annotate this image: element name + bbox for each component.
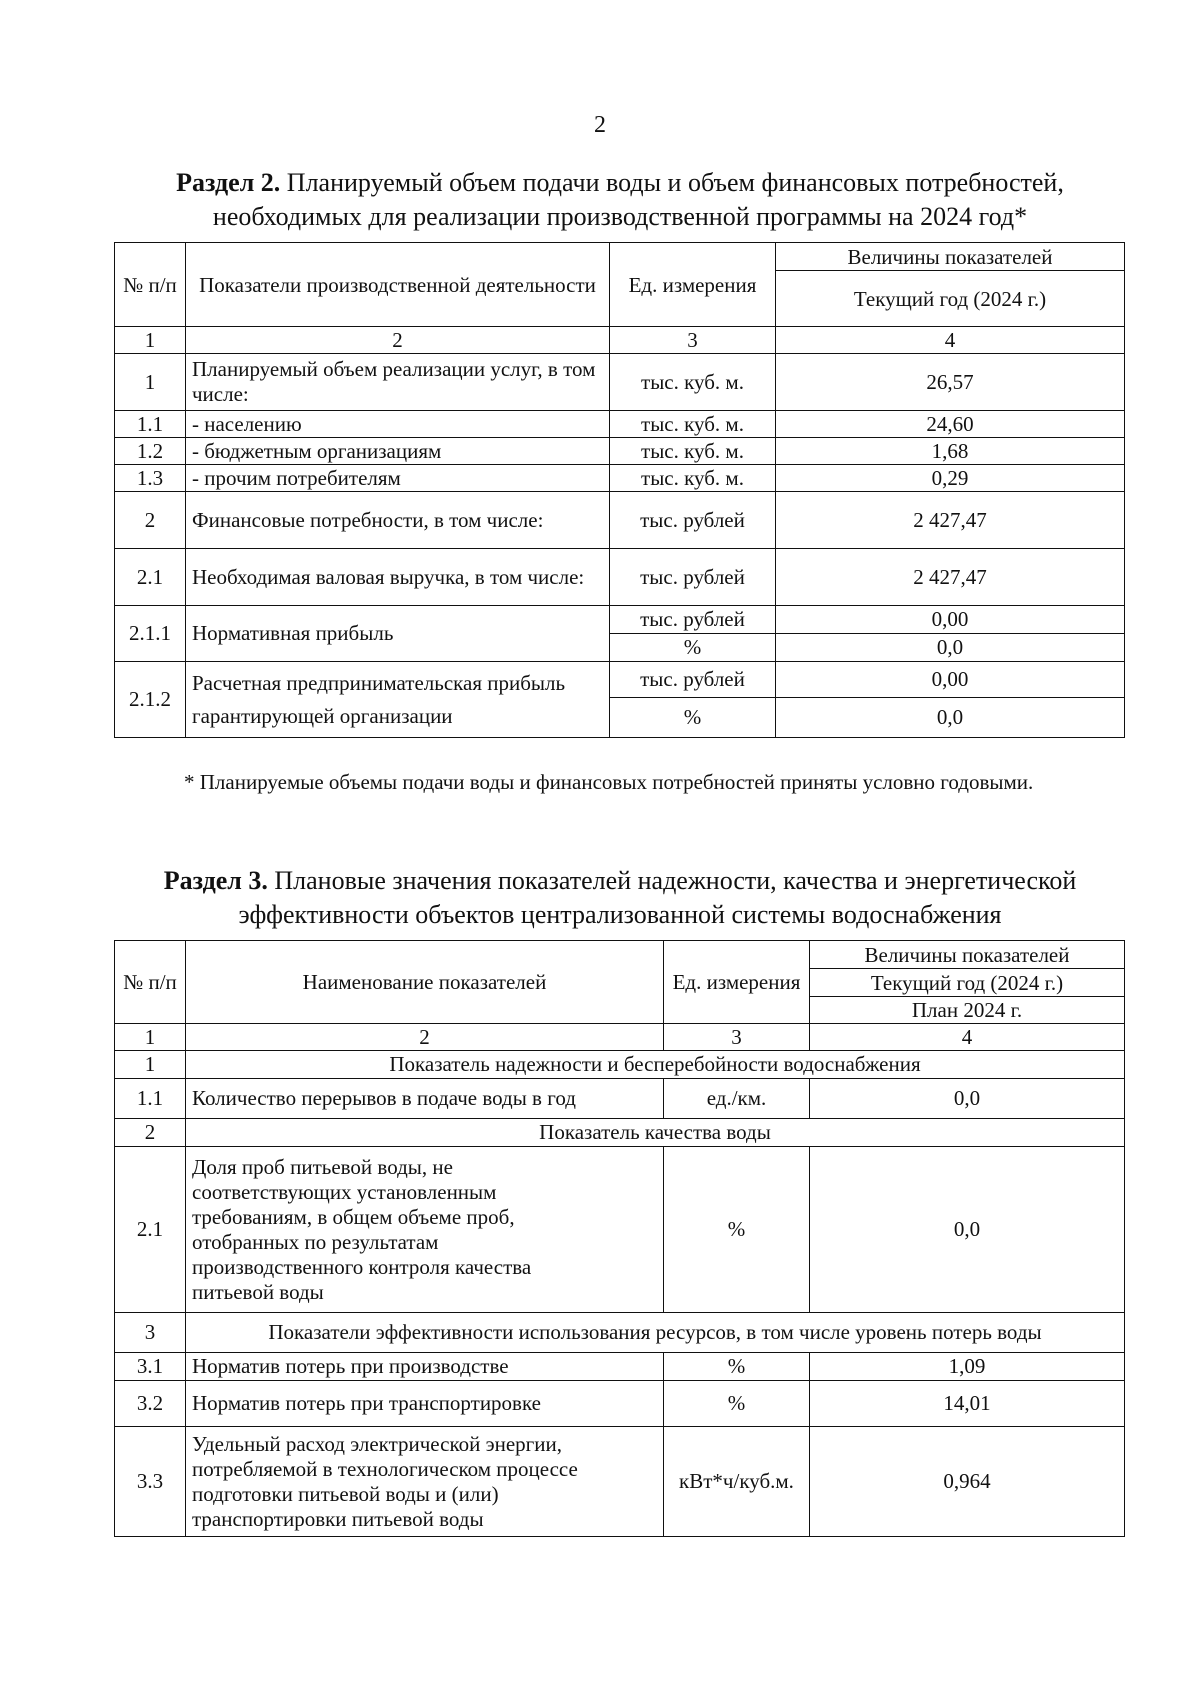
row-name: Доля проб питьевой воды, не соответствующих установленным требованиям, в общем объеме проб, отобранных по результатам производственного контроля качества питьевой воды xyxy=(186,1147,664,1313)
section3-title-rest: Плановые значения показателей надежности, качества и энергетической xyxy=(267,866,1077,895)
s3-header-num: № п/п xyxy=(115,941,186,1024)
row-value: 1,09 xyxy=(810,1353,1125,1381)
row-value: 2 427,47 xyxy=(776,549,1125,606)
group-num: 1 xyxy=(115,1051,186,1079)
row-value: 2 427,47 xyxy=(776,492,1125,549)
section2-title-line2: необходимых для реализации производственной программы на 2024 год* xyxy=(212,202,1028,231)
row-unit: тыс. рублей xyxy=(610,492,776,549)
s3-header-indicator: Наименование показателей xyxy=(186,941,664,1024)
row-value: 0,0 xyxy=(810,1079,1125,1119)
s2-header-values: Величины показателей xyxy=(776,243,1125,271)
s3-colnum: 2 xyxy=(186,1024,664,1051)
row-num: 2 xyxy=(115,492,186,549)
page-number: 2 xyxy=(594,112,606,138)
row-value: 0,29 xyxy=(776,465,1125,492)
table-row xyxy=(115,1147,1125,1313)
row-name: Нормативная прибыль xyxy=(186,606,610,662)
table-row xyxy=(115,1381,1125,1427)
table-row xyxy=(115,662,1125,698)
row-num: 1.1 xyxy=(115,411,186,438)
row-value: 0,0 xyxy=(810,1147,1125,1313)
s2-colnum: 2 xyxy=(186,327,610,354)
row-value: 0,00 xyxy=(776,606,1125,634)
table-row xyxy=(115,438,1125,465)
row-unit: % xyxy=(664,1147,810,1313)
s2-header-unit: Ед. измерения xyxy=(610,243,776,327)
row-num: 1 xyxy=(115,354,186,411)
table-row xyxy=(115,465,1125,492)
s2-header-num: № п/п xyxy=(115,243,186,327)
row-num: 1.3 xyxy=(115,465,186,492)
s3-colnum: 3 xyxy=(664,1024,810,1051)
section3-title-bold: Раздел 3. xyxy=(163,866,268,895)
s2-colnum: 4 xyxy=(776,327,1125,354)
row-value: 26,57 xyxy=(776,354,1125,411)
row-name: Расчетная предпринимательская прибыль гарантирующей организации xyxy=(186,662,610,738)
table-row xyxy=(115,549,1125,606)
s2-header-year: Текущий год (2024 г.) xyxy=(776,271,1125,327)
section2-title-bold: Раздел 2. xyxy=(176,168,281,197)
section2-title xyxy=(110,166,1130,234)
table-row xyxy=(115,606,1125,634)
table-row xyxy=(115,1079,1125,1119)
s2-colnum: 1 xyxy=(115,327,186,354)
table-row xyxy=(115,1353,1125,1381)
row-unit: тыс. куб. м. xyxy=(610,354,776,411)
row-name: - населению xyxy=(186,411,610,438)
row-value: 1,68 xyxy=(776,438,1125,465)
s3-colnum: 4 xyxy=(810,1024,1125,1051)
row-value: 0,0 xyxy=(776,634,1125,662)
table-row xyxy=(115,1427,1125,1537)
row-num: 2.1 xyxy=(115,1147,186,1313)
row-name: Норматив потерь при производстве xyxy=(186,1353,664,1381)
s3-header-values: Величины показателей xyxy=(810,941,1125,969)
group-row xyxy=(115,1119,1125,1147)
row-name: Финансовые потребности, в том числе: xyxy=(186,492,610,549)
section3-table xyxy=(114,940,1125,1537)
row-num: 2.1 xyxy=(115,549,186,606)
row-name: Норматив потерь при транспортировке xyxy=(186,1381,664,1427)
row-unit: тыс. рублей xyxy=(610,606,776,634)
group-row xyxy=(115,1051,1125,1079)
s3-colnum: 1 xyxy=(115,1024,186,1051)
group-num: 2 xyxy=(115,1119,186,1147)
row-num: 1.1 xyxy=(115,1079,186,1119)
row-num: 1.2 xyxy=(115,438,186,465)
table-row xyxy=(115,354,1125,411)
row-unit: тыс. куб. м. xyxy=(610,438,776,465)
group-row xyxy=(115,1313,1125,1353)
row-name: - прочим потребителям xyxy=(186,465,610,492)
row-value: 24,60 xyxy=(776,411,1125,438)
section2-title-rest: Планируемый объем подачи воды и объем финансовых потребностей, xyxy=(280,168,1064,197)
group-title: Показатель качества воды xyxy=(186,1119,1125,1147)
row-unit: тыс. куб. м. xyxy=(610,465,776,492)
row-value: 14,01 xyxy=(810,1381,1125,1427)
row-unit: кВт*ч/куб.м. xyxy=(664,1427,810,1537)
row-unit: ед./км. xyxy=(664,1079,810,1119)
row-value: 0,0 xyxy=(776,698,1125,738)
row-num: 2.1.2 xyxy=(115,662,186,738)
row-num: 3.3 xyxy=(115,1427,186,1537)
row-num: 3.2 xyxy=(115,1381,186,1427)
row-unit: тыс. куб. м. xyxy=(610,411,776,438)
s3-header-unit: Ед. измерения xyxy=(664,941,810,1024)
section3-title-line2: эффективности объектов централизованной системы водоснабжения xyxy=(238,900,1002,929)
group-num: 3 xyxy=(115,1313,186,1353)
row-num: 3.1 xyxy=(115,1353,186,1381)
s3-header-plan: План 2024 г. xyxy=(810,997,1125,1024)
row-unit: тыс. рублей xyxy=(610,662,776,698)
table-row xyxy=(115,411,1125,438)
s3-header-year: Текущий год (2024 г.) xyxy=(810,969,1125,997)
row-value: 0,00 xyxy=(776,662,1125,698)
row-value: 0,964 xyxy=(810,1427,1125,1537)
row-name: Удельный расход электрической энергии, потребляемой в технологическом процессе подготовки питьевой воды и (или) транспортировки питьевой воды xyxy=(186,1427,664,1537)
row-name: - бюджетным организациям xyxy=(186,438,610,465)
s2-header-indicator: Показатели производственной деятельности xyxy=(186,243,610,327)
row-unit: % xyxy=(664,1353,810,1381)
row-unit: % xyxy=(610,634,776,662)
row-num: 2.1.1 xyxy=(115,606,186,662)
row-name: Планируемый объем реализации услуг, в том числе: xyxy=(186,354,610,411)
section2-table xyxy=(114,242,1125,738)
table-row xyxy=(115,492,1125,549)
section2-footnote: * Планируемые объемы подачи воды и финансовых потребностей приняты условно годовыми. xyxy=(184,770,1034,794)
row-name: Необходимая валовая выручка, в том числе: xyxy=(186,549,610,606)
row-name: Количество перерывов в подаче воды в год xyxy=(186,1079,664,1119)
s2-colnum: 3 xyxy=(610,327,776,354)
section3-title xyxy=(110,864,1130,932)
group-title: Показатели эффективности использования ресурсов, в том числе уровень потерь воды xyxy=(186,1313,1125,1353)
row-unit: % xyxy=(664,1381,810,1427)
row-unit: тыс. рублей xyxy=(610,549,776,606)
group-title: Показатель надежности и бесперебойности водоснабжения xyxy=(186,1051,1125,1079)
row-unit: % xyxy=(610,698,776,738)
